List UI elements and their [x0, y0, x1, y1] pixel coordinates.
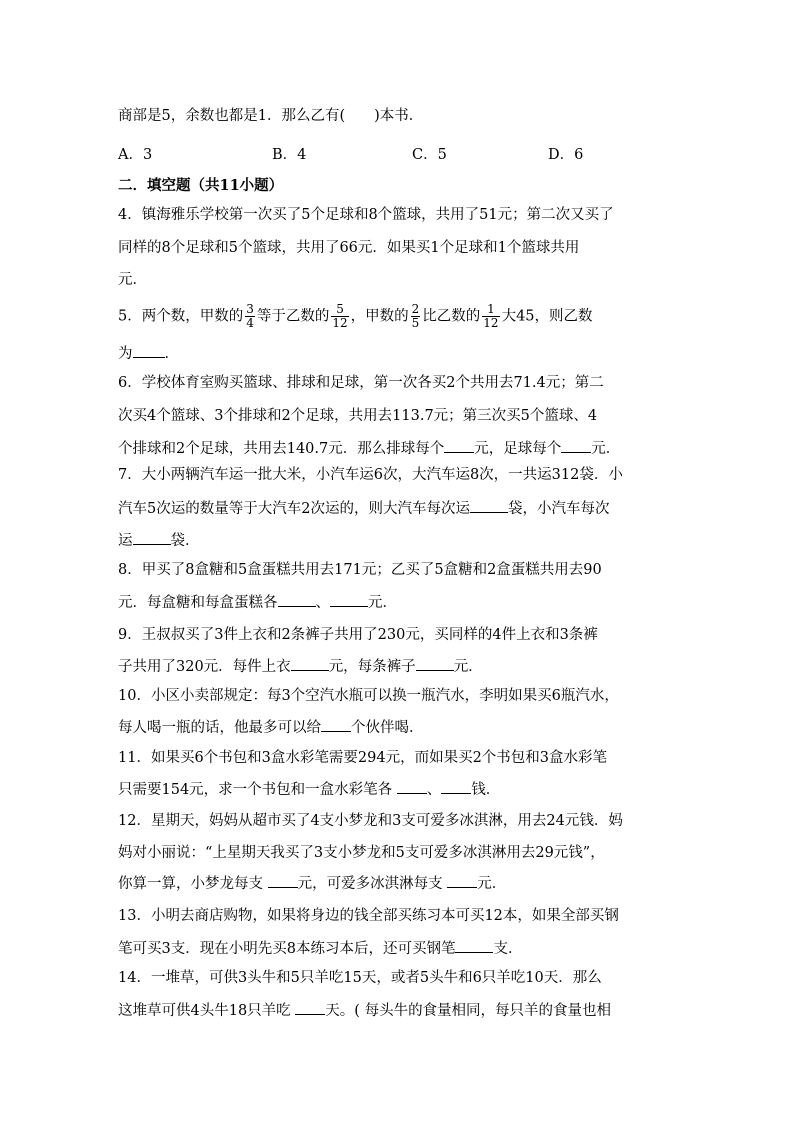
q5-text-b: 等于乙数的	[256, 308, 330, 325]
answer-blank[interactable]	[416, 656, 454, 671]
q3-option-b: B．4	[272, 147, 307, 163]
answer-blank[interactable]	[291, 656, 329, 671]
q8-line-1: 8．甲买了8盒糖和5盒蛋糕共用去171元；乙买了5盒糖和2盒蛋糕共用去90	[118, 562, 602, 578]
q4-line-3: 元．	[118, 272, 147, 288]
q8-text: 元．	[368, 595, 397, 611]
q7-text: 袋，小汽车每次	[507, 501, 610, 517]
q7-text: 运	[118, 533, 133, 549]
q13-text: 笔可买3支．现在小明先买8本练习本后，还可买钢笔	[118, 941, 456, 957]
q12-line-3	[118, 873, 506, 894]
q5-line-2	[118, 343, 179, 364]
answer-blank[interactable]	[321, 717, 351, 732]
denominator: 5	[411, 316, 420, 330]
fraction	[411, 303, 421, 330]
q6-line-1: 6．学校体育室购买篮球、排球和足球，第一次各买2个共用去71.4元；第二	[118, 375, 604, 391]
q6-line-3	[118, 438, 620, 459]
q14-text: 天。( 每头牛的食量相同，每只羊的食量也相	[325, 1003, 612, 1019]
q8-text: 、	[315, 595, 330, 611]
numerator: 3	[246, 302, 254, 316]
q7-line-1: 7．大小两辆汽车运一批大米，小汽车运6次，大汽车运8次，一共运312袋．小	[118, 467, 623, 483]
q11-text: 只需要154元，求一个书包和一盒水彩笔各	[118, 782, 397, 798]
q8-text: 元．每盒糖和每盒蛋糕各	[118, 595, 278, 611]
q11-line-2	[118, 779, 500, 800]
q10-text: 个伙伴喝．	[351, 720, 424, 736]
answer-blank[interactable]	[133, 343, 165, 358]
q3-option-a: A．3	[118, 147, 153, 163]
answer-blank[interactable]	[444, 438, 474, 453]
fraction	[331, 303, 348, 330]
answer-blank[interactable]	[133, 530, 171, 545]
q5-text-d: 比乙数的	[422, 308, 481, 325]
q13-line-1: 13．小明去商店购物，如果将身边的钱全部买练习本可买12本，如果全部买钢	[118, 908, 619, 924]
numerator: 2	[411, 302, 420, 316]
q6-text: 元．	[591, 441, 621, 457]
q3-option-c: C．5	[412, 147, 447, 163]
q9-line-2	[118, 656, 483, 677]
fraction	[482, 303, 499, 330]
q5-text: ．	[164, 346, 179, 362]
fraction	[245, 303, 255, 330]
q10-line-2	[118, 717, 424, 738]
answer-blank[interactable]	[441, 779, 471, 794]
answer-blank[interactable]	[470, 498, 508, 513]
q13-text: 支．	[493, 941, 523, 957]
q7-line-2	[118, 498, 609, 519]
q14-line-1: 14．一堆草，可供3头牛和5只羊吃15天，或者5头牛和6只羊吃10天．那么	[118, 970, 602, 986]
q5-text: 为	[118, 346, 133, 362]
q12-text: 元．	[477, 876, 507, 892]
q7-text: 袋．	[170, 533, 200, 549]
answer-blank[interactable]	[397, 779, 427, 794]
q9-text: 元，每条裤子	[328, 659, 416, 675]
q12-line-2: 妈对小丽说：“上星期天我买了3支小梦龙和5支可爱多冰淇淋用去29元钱”，	[118, 845, 605, 861]
q5-line-1	[118, 303, 593, 330]
q9-text: 子共用了320元．每件上衣	[118, 659, 291, 675]
answer-blank[interactable]	[268, 873, 298, 888]
q11-text: 钱．	[471, 782, 501, 798]
denominator: 4	[246, 316, 254, 330]
answer-blank[interactable]	[455, 938, 493, 953]
q9-text: 元．	[453, 659, 483, 675]
q6-text: 元，足球每个	[474, 441, 562, 457]
question-3-tail: 商部是5，余数也都是1．那么乙有( )本书．	[118, 108, 424, 124]
answer-blank[interactable]	[278, 592, 316, 607]
q7-text: 汽车5次运的数量等于大汽车2次运的，则大汽车每次运	[118, 501, 470, 517]
q12-text: 元，可爱多冰淇淋每支	[297, 876, 448, 892]
section-heading: 二．填空题（共11小题）	[118, 177, 284, 194]
q7-line-3	[118, 530, 200, 551]
q5-text-e: 大45，则乙数	[501, 308, 593, 325]
q13-line-2	[118, 938, 522, 959]
q14-text: 这堆草可供4头牛18只羊吃	[118, 1003, 296, 1019]
q9-line-1: 9．王叔叔买了3件上衣和2条裤子共用了230元，买同样的4件上衣和3条裤	[118, 627, 598, 643]
q5-text-a: 5．两个数，甲数的	[118, 308, 244, 325]
answer-blank[interactable]	[295, 1000, 325, 1015]
q8-line-2	[118, 592, 397, 613]
q11-line-1: 11．如果买6个书包和3盒水彩笔需要294元，而如果买2个书包和3盒水彩笔	[118, 750, 608, 766]
q4-line-1: 4．镇海雅乐学校第一次买了5个足球和8个篮球，共用了51元；第二次又买了	[118, 207, 614, 223]
q10-line-1: 10．小区小卖部规定：每3个空汽水瓶可以换一瓶汽水，李明如果买6瓶汽水，	[118, 688, 619, 704]
q6-text: 个排球和2个足球，共用去140.7元．那么排球每个	[118, 441, 445, 457]
q14-line-2	[118, 1000, 611, 1021]
numerator: 5	[331, 303, 348, 317]
q12-line-1: 12．星期天，妈妈从超市买了4支小梦龙和3支可爱多冰淇淋，用去24元钱．妈	[118, 813, 623, 829]
q4-line-2: 同样的8个足球和5个篮球，共用了66元．如果买1个足球和1个篮球共用	[118, 240, 580, 256]
denominator: 12	[483, 316, 499, 330]
q11-text: 、	[426, 782, 442, 798]
q10-text: 每人喝一瓶的话，他最多可以给	[118, 720, 321, 736]
q12-text: 你算一算，小梦龙每支	[118, 876, 268, 892]
numerator: 1	[482, 303, 499, 317]
q3-option-d: D．6	[548, 147, 584, 163]
q6-line-2: 次买4个篮球、3个排球和2个足球，共用去113.7元；第三次买5个篮球、4	[118, 408, 598, 424]
answer-blank[interactable]	[330, 592, 368, 607]
answer-blank[interactable]	[447, 873, 477, 888]
denominator: 12	[332, 316, 348, 330]
answer-blank[interactable]	[561, 438, 591, 453]
q5-text-c: ，甲数的	[350, 308, 409, 325]
